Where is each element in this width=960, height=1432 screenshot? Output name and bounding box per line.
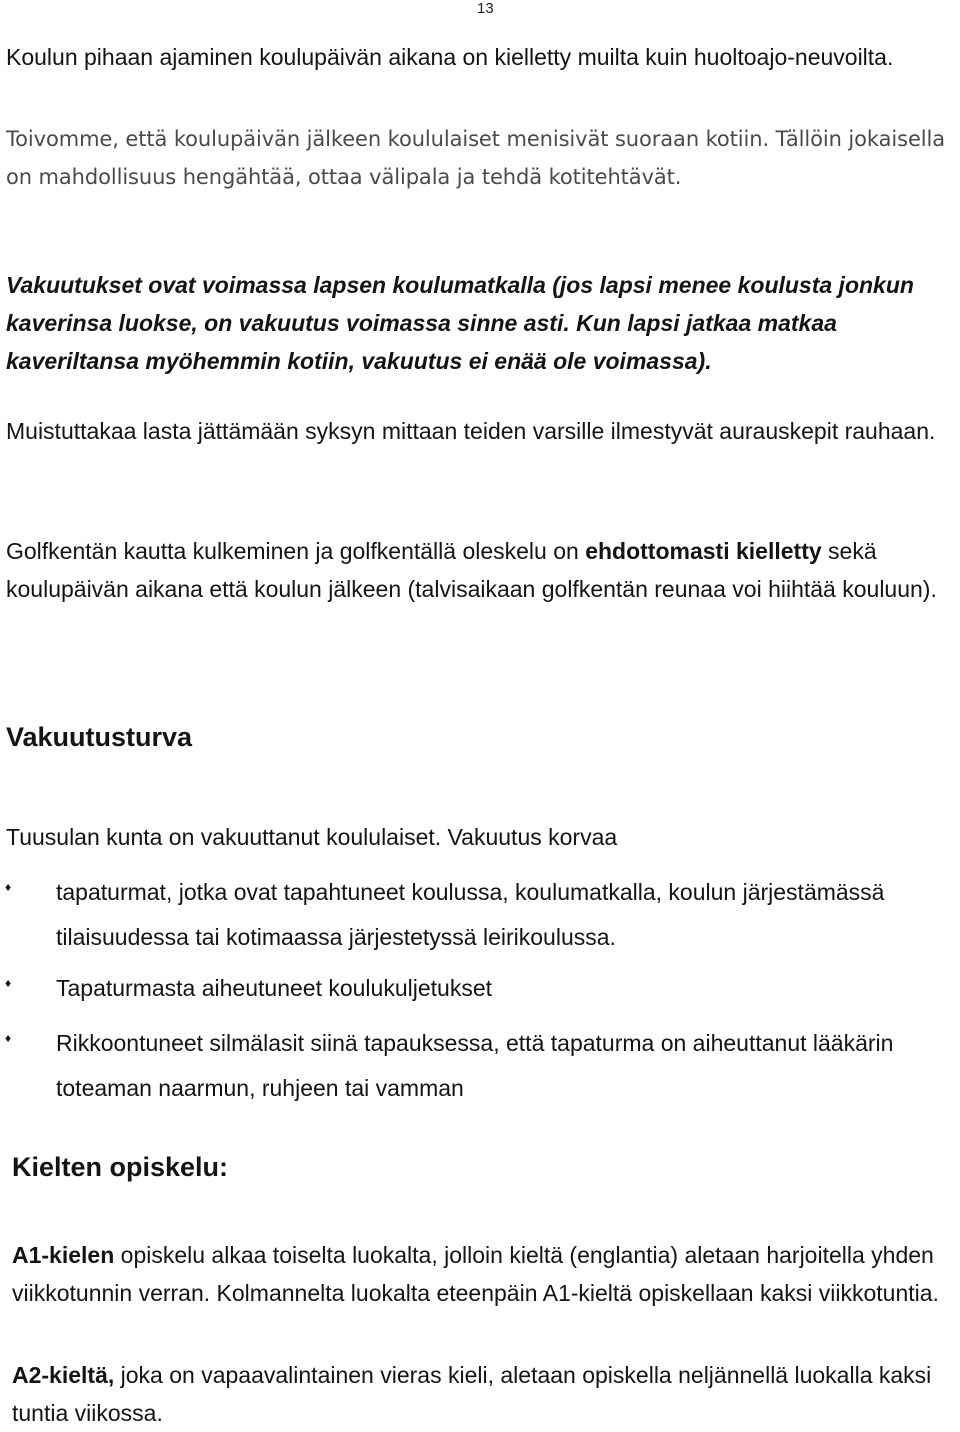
a2-language-text: joka on vapaavalintainen vieras kieli, aletaan opiskella neljännellä luokalla kaksi tuntia viikossa. [12, 1362, 932, 1426]
languages-heading: Kielten opiskelu: [12, 1152, 229, 1182]
a1-language-text: opiskelu alkaa toiselta luokalta, jolloin kieltä (englantia) aletaan harjoitella yhden viikkotunnin verran. Kolmannelta luokalta eteenpäin A1-kieltä opiskellaan kaksi viikkotuntia. [12, 1242, 939, 1306]
insurance-note-paragraph: Vakuutukset ovat voimassa lapsen koulumatkalla (jos lapsi menee koulusta jonkun kaverinsa luokse, on vakuutus voimassa sinne asti. Kun lapsi jatkaa matkaa kaveriltansa myöhemmin kotiin, vakuutus ei enää ole voimassa). [6, 272, 914, 374]
diamond-bullet-icon: ♦ [5, 880, 12, 894]
insurance-bullet-1 [0, 870, 960, 966]
page-number: 13 [477, 0, 494, 17]
a1-language-label: A1-kielen [12, 1242, 115, 1268]
insurance-bullet-text: Tapaturmasta aiheutuneet koulukuljetukset [56, 975, 493, 1001]
insurance-bullet-text: Rikkoontuneet silmälasit siinä tapauksessa, että tapaturma on aiheuttanut lääkärin toteaman naarmun, ruhjeen tai vamman [56, 1030, 894, 1101]
diamond-bullet-icon: ♦ [5, 976, 12, 990]
a1-language-paragraph [12, 1236, 960, 1312]
insurance-bullet-text: tapaturmat, jotka ovat tapahtuneet koulussa, koulumatkalla, koulun järjestämässä tilaisuudessa tai kotimaassa järjestetyssä leirikoulussa. [56, 879, 885, 950]
driving-paragraph: Koulun pihaan ajaminen koulupäivän aikana on kielletty muilta kuin huoltoajo-neuvoilta. [6, 44, 894, 70]
golf-text-end: sekä koulupäivän aikana että koulun jälkeen (talvisaikaan golfkentän reunaa voi hiihtää kouluun). [6, 538, 937, 602]
snow-stick-reminder: Muistuttakaa lasta jättämään syksyn mittaan teiden varsille ilmestyvät aurauskepit rauhaan. [6, 418, 936, 444]
a2-language-paragraph [12, 1356, 960, 1432]
golf-text-start: Golfkentän kautta kulkeminen ja golfkentällä oleskelu on [6, 538, 586, 564]
insurance-intro: Tuusulan kunta on vakuuttanut koululaiset. Vakuutus korvaa [6, 824, 618, 850]
golf-prohibited-emphasis: ehdottomasti kielletty [585, 538, 822, 564]
insurance-bullet-2 [0, 966, 960, 1014]
golf-course-paragraph [6, 532, 960, 608]
insurance-heading: Vakuutusturva [6, 722, 193, 752]
insurance-bullet-3 [0, 1021, 960, 1117]
a2-language-label: A2-kieltä, [12, 1362, 115, 1388]
go-home-paragraph: Toivomme, että koulupäivän jälkeen koululaiset menisivät suoraan kotiin. Tällöin jokaisella on mahdollisuus hengähtää, ottaa välipala ja tehdä kotitehtävät. [6, 127, 945, 189]
diamond-bullet-icon: ♦ [5, 1031, 12, 1045]
